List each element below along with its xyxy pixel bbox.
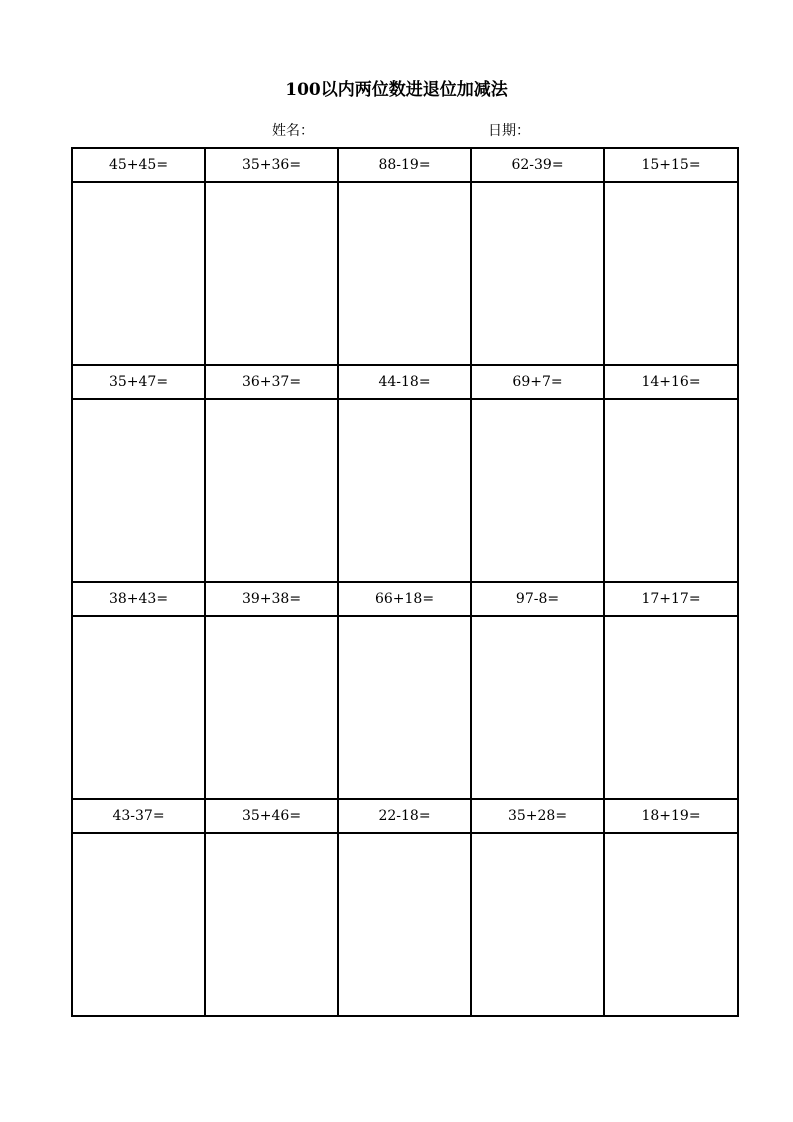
problem-cell: 35+46=: [205, 799, 338, 833]
work-area: [338, 616, 471, 799]
work-area: [338, 833, 471, 1016]
problem-cell: 35+36=: [205, 148, 338, 182]
problem-cell: 88-19=: [338, 148, 471, 182]
problem-cell: 62-39=: [471, 148, 604, 182]
problem-cell: 69+7=: [471, 365, 604, 399]
work-row: [72, 182, 738, 365]
problem-cell: 35+47=: [72, 365, 205, 399]
work-area: [72, 833, 205, 1016]
problem-cell: 35+28=: [471, 799, 604, 833]
work-area: [338, 399, 471, 582]
work-area: [205, 399, 338, 582]
work-area: [205, 616, 338, 799]
problem-cell: 36+37=: [205, 365, 338, 399]
problem-cell: 66+18=: [338, 582, 471, 616]
problem-row: [72, 148, 738, 182]
problem-row: [72, 582, 738, 616]
work-area: [205, 833, 338, 1016]
work-row: [72, 616, 738, 799]
problem-cell: 18+19=: [604, 799, 738, 833]
problem-cell: 38+43=: [72, 582, 205, 616]
work-area: [471, 833, 604, 1016]
work-area: [471, 182, 604, 365]
worksheet-title: 100以内两位数进退位加减法: [285, 80, 508, 100]
problem-cell: 14+16=: [604, 365, 738, 399]
problem-row: [72, 799, 738, 833]
problem-cell: 22-18=: [338, 799, 471, 833]
work-area: [72, 399, 205, 582]
work-area: [471, 616, 604, 799]
work-area: [205, 182, 338, 365]
problem-cell: 39+38=: [205, 582, 338, 616]
work-area: [72, 182, 205, 365]
problem-cell: 15+15=: [604, 148, 738, 182]
work-area: [604, 616, 738, 799]
work-row: [72, 833, 738, 1016]
problem-cell: 45+45=: [72, 148, 205, 182]
problem-grid: [71, 147, 739, 1017]
work-area: [72, 616, 205, 799]
work-area: [604, 399, 738, 582]
problem-cell: 17+17=: [604, 582, 738, 616]
work-area: [338, 182, 471, 365]
problem-cell: 97-8=: [471, 582, 604, 616]
name-label: 姓名：: [272, 123, 314, 139]
work-area: [604, 182, 738, 365]
work-area: [604, 833, 738, 1016]
problem-cell: 44-18=: [338, 365, 471, 399]
work-area: [471, 399, 604, 582]
work-row: [72, 399, 738, 582]
problem-row: [72, 365, 738, 399]
problem-cell: 43-37=: [72, 799, 205, 833]
date-label: 日期：: [488, 123, 530, 139]
